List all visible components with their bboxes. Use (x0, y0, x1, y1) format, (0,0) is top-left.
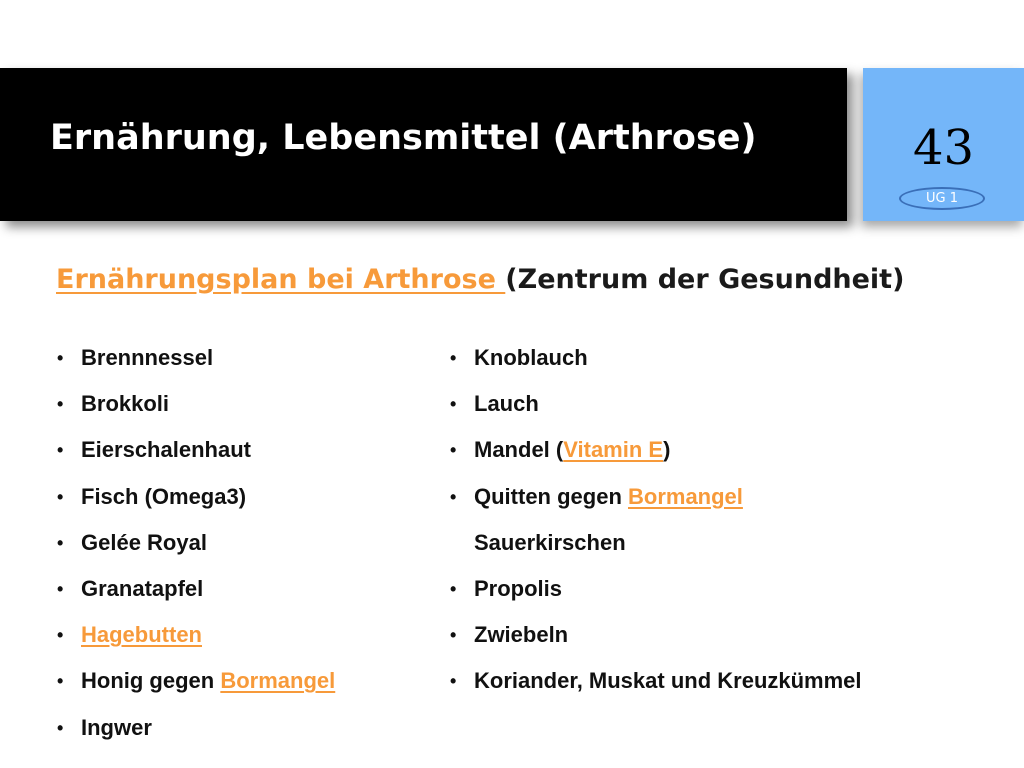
list-item-text: Koriander, Muskat und Kreuzkümmel (474, 668, 862, 694)
list-item (57, 710, 335, 756)
list-item-link[interactable]: Bormangel (628, 483, 743, 509)
list-item (450, 571, 862, 617)
bullet-icon: • (57, 440, 64, 461)
list-item-text: Fisch (Omega3) (81, 483, 247, 509)
bullet-icon: • (450, 625, 457, 646)
list-item-text: Mandel ( (474, 437, 564, 463)
list-item-text: Gelée Royal (81, 529, 207, 555)
bullet-icon: • (57, 625, 64, 646)
bullet-icon: • (57, 717, 64, 738)
list-item-text: Ingwer (81, 714, 152, 740)
subheading-source: (Zentrum der Gesundheit) (505, 264, 905, 295)
list-item-text: Brokkoli (81, 391, 170, 417)
list-item (450, 663, 862, 709)
list-item (57, 340, 335, 386)
right-food-list (450, 340, 862, 710)
slide-title: Ernährung, Lebensmittel (Arthrose) (50, 118, 757, 158)
list-item (57, 479, 335, 525)
list-item-text: Eierschalenhaut (81, 437, 251, 463)
list-item-text: Lauch (474, 391, 539, 417)
bullet-icon: • (450, 440, 457, 461)
list-item (450, 525, 862, 571)
list-item (450, 386, 862, 432)
bullet-icon: • (450, 671, 457, 692)
list-item-text: Knoblauch (474, 345, 588, 370)
list-item-link[interactable]: Hagebutten (81, 622, 202, 648)
bullet-icon: • (450, 578, 457, 599)
bullet-icon: • (450, 486, 457, 507)
list-item-text: Propolis (474, 575, 563, 601)
list-item (450, 432, 862, 478)
bullet-icon: • (57, 348, 64, 368)
bullet-icon: • (57, 532, 64, 553)
list-item (57, 663, 335, 709)
list-item-text: Quitten gegen (474, 483, 628, 509)
list-item (57, 386, 335, 432)
bullet-icon: • (57, 486, 64, 507)
bullet-icon: • (450, 348, 457, 368)
bullet-icon: • (57, 394, 64, 415)
slide-number: 43 (912, 120, 975, 176)
list-item-text: Brennnessel (81, 345, 214, 370)
list-item-link[interactable]: Vitamin E (563, 437, 664, 463)
bullet-icon: • (57, 578, 64, 599)
list-item (450, 479, 862, 525)
list-item-text: Honig gegen (81, 668, 221, 694)
list-item-text: Zwiebeln (474, 622, 569, 648)
list-item-text: Sauerkirschen (474, 529, 626, 555)
list-item (57, 525, 335, 571)
subheading (56, 264, 904, 295)
ug-badge: UG 1 (899, 187, 985, 210)
list-item-suffix: ) (663, 437, 671, 463)
list-item-text: Granatapfel (81, 575, 204, 601)
nutrition-plan-link[interactable]: Ernährungsplan bei Arthrose (56, 264, 506, 295)
bullet-icon: • (57, 671, 64, 692)
list-item (57, 617, 335, 663)
list-item (57, 432, 335, 478)
list-item (57, 571, 335, 617)
bullet-icon: • (450, 394, 457, 415)
list-item (450, 340, 862, 386)
left-food-list (57, 340, 335, 756)
list-item-link[interactable]: Bormangel (220, 668, 336, 694)
list-item (450, 617, 862, 663)
